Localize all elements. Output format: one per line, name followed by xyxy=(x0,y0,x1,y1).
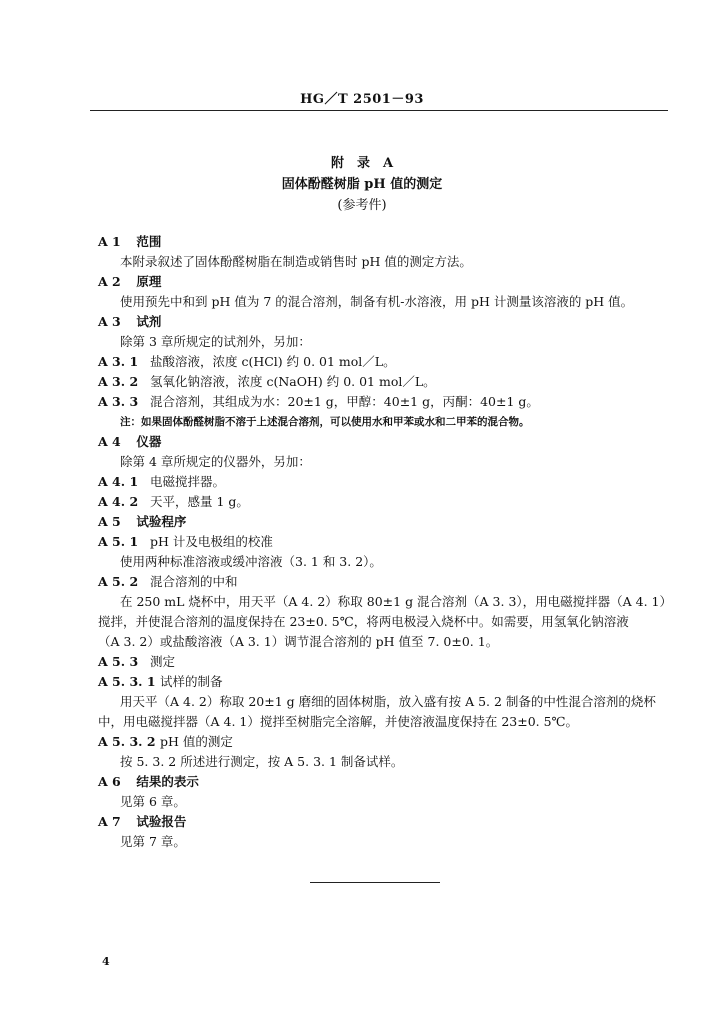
standard-number-header: HG／T 2501－93 xyxy=(300,92,424,107)
note: 注：如果固体酚醛树脂不溶于上述混合溶剂，可以使用水和甲苯或水和二甲苯的混合物。 xyxy=(120,416,530,428)
clause-number: A 3. 3 xyxy=(98,394,139,409)
clause-number: A 3. 1 xyxy=(98,354,139,369)
clause-text: 混合溶剂，其组成为水：20±1 g，甲醇：40±1 g，丙酮：40±1 g。 xyxy=(149,394,539,409)
section-a6 xyxy=(98,774,199,790)
clause-text: 电磁搅拌器。 xyxy=(149,474,225,489)
clause-number: A 4. 2 xyxy=(98,494,139,509)
section-a2 xyxy=(98,274,161,290)
clause-a4-2 xyxy=(98,494,249,510)
paragraph: 搅拌，并使混合溶剂的温度保持在 23±0. 5℃，将两电极浸入烧杯中。如需要，用氢氧化钠溶液 xyxy=(98,614,629,629)
section-heading: 范围 xyxy=(136,234,162,249)
clause-number: A 5. 3 xyxy=(98,654,139,669)
header-rule xyxy=(90,110,668,111)
section-number: A 1 xyxy=(98,234,121,249)
appendix-subtitle: (参考件) xyxy=(337,198,387,213)
paragraph: 在 250 mL 烧杯中，用天平（A 4. 2）称取 80±1 g 混合溶剂（A 3. 3），用电磁搅拌器（A 4. 1） xyxy=(120,594,672,609)
end-rule xyxy=(310,882,440,883)
paragraph: 使用预先中和到 pH 值为 7 的混合溶剂，制备有机-水溶液，用 pH 计测量该溶液的 pH 值。 xyxy=(120,294,634,309)
paragraph: 除第 3 章所规定的试剂外，另加： xyxy=(120,334,311,349)
paragraph: 除第 4 章所规定的仪器外，另加： xyxy=(120,454,311,469)
paragraph: （A 3. 2）或盐酸溶液（A 3. 1）调节混合溶剂的 pH 值至 7. 0±0. 1。 xyxy=(98,634,499,649)
paragraph: 使用两种标准溶液或缓冲溶液（3. 1 和 3. 2）。 xyxy=(120,554,382,569)
paragraph: 用天平（A 4. 2）称取 20±1 g 磨细的固体树脂，放入盛有按 A 5. 2 制备的中性混合溶剂的烧杯 xyxy=(120,694,656,709)
clause-number: A 5. 3. 2 xyxy=(98,734,156,749)
section-heading: 仪器 xyxy=(136,434,162,449)
clause-a5-3 xyxy=(98,654,175,670)
clause-a3-2 xyxy=(98,374,436,390)
clause-number: A 5. 3. 1 xyxy=(98,674,156,689)
section-number: A 2 xyxy=(98,274,121,289)
clause-number: A 5. 1 xyxy=(98,534,139,549)
appendix-title: 固体酚醛树脂 pH 值的测定 xyxy=(281,177,443,192)
paragraph: 按 5. 3. 2 所述进行测定，按 A 5. 3. 1 制备试样。 xyxy=(120,754,404,769)
section-a1 xyxy=(98,234,161,250)
clause-a4-1 xyxy=(98,474,225,490)
clause-a3-1 xyxy=(98,354,396,370)
section-number: A 4 xyxy=(98,434,121,449)
clause-text: 测定 xyxy=(149,654,175,669)
clause-a5-1 xyxy=(98,534,273,550)
clause-text: pH 值的测定 xyxy=(159,734,233,749)
section-heading: 试验报告 xyxy=(136,814,187,829)
section-heading: 原理 xyxy=(136,274,162,289)
section-a5 xyxy=(98,514,186,530)
clause-text: 天平，感量 1 g。 xyxy=(149,494,249,509)
clause-number: A 5. 2 xyxy=(98,574,139,589)
clause-a5-3-1 xyxy=(98,674,223,690)
clause-number: A 4. 1 xyxy=(98,474,139,489)
paragraph: 中，用电磁搅拌器（A 4. 1）搅拌至树脂完全溶解，并使溶液温度保持在 23±0. 5℃。 xyxy=(98,714,579,729)
section-heading: 试验程序 xyxy=(136,514,187,529)
section-a3 xyxy=(98,314,161,330)
paragraph: 见第 7 章。 xyxy=(120,834,186,849)
clause-text: 混合溶剂的中和 xyxy=(149,574,238,589)
section-heading: 试剂 xyxy=(136,314,162,329)
clause-text: 试样的制备 xyxy=(159,674,223,689)
section-number: A 3 xyxy=(98,314,121,329)
page-number: 4 xyxy=(102,955,110,968)
section-heading: 结果的表示 xyxy=(136,774,199,789)
appendix-label: 附 录 A xyxy=(330,156,394,171)
paragraph: 本附录叙述了固体酚醛树脂在制造或销售时 pH 值的测定方法。 xyxy=(120,254,472,269)
clause-text: 氢氧化钠溶液，浓度 c(NaOH) 约 0. 01 mol／L。 xyxy=(149,374,436,389)
section-number: A 6 xyxy=(98,774,121,789)
clause-number: A 3. 2 xyxy=(98,374,139,389)
paragraph: 见第 6 章。 xyxy=(120,794,186,809)
clause-a5-3-2 xyxy=(98,734,233,750)
clause-text: 盐酸溶液，浓度 c(HCl) 约 0. 01 mol／L。 xyxy=(149,354,396,369)
section-a7 xyxy=(98,814,186,830)
clause-a3-3 xyxy=(98,394,539,410)
section-a4 xyxy=(98,434,161,450)
section-number: A 7 xyxy=(98,814,121,829)
section-number: A 5 xyxy=(98,514,121,529)
clause-a5-2 xyxy=(98,574,238,590)
clause-text: pH 计及电极组的校准 xyxy=(149,534,273,549)
